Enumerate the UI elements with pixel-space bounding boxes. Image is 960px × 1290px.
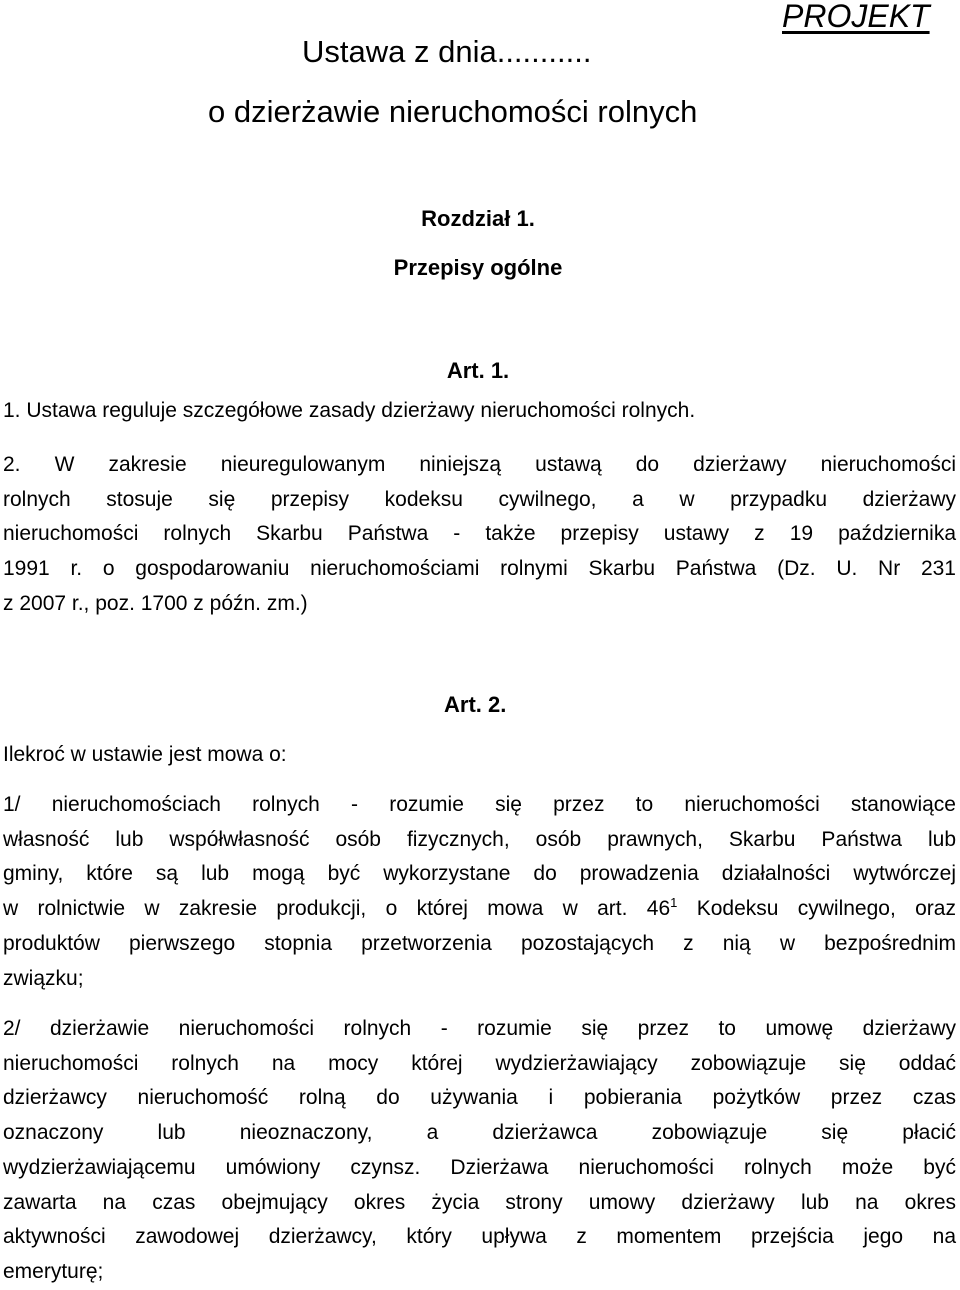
paragraph-line (3, 892, 956, 927)
article-1-heading: Art. 1. (446, 358, 510, 383)
paragraph-line: 2/ dzierżawie nieruchomości rolnych - rozumie się przez to umowę dzierżawy (3, 1017, 956, 1040)
paragraph-line-end: Kodeksu cywilnego, oraz (677, 897, 956, 921)
paragraph-line: 1/ nieruchomościach rolnych - rozumie się przez to nieruchomości stanowiące (3, 793, 956, 816)
paragraph-line: zawarta na czas obejmujący okres życia strony umowy dzierżawy lub na okres (3, 1190, 956, 1214)
chapter-number: Rozdział 1. (421, 206, 535, 231)
chapter-name: Przepisy ogólne (393, 255, 563, 280)
paragraph-line: własność lub współwłasność osób fizycznych, osób prawnych, Skarbu Państwa lub (3, 827, 956, 851)
paragraph-line: wydzierżawiającemu umówiony czynsz. Dzierżawa nieruchomości rolnych może być (3, 1155, 956, 1179)
paragraph-line: aktywności zawodowej dzierżawcy, który upływa z momentem przejścia jego na (3, 1225, 956, 1249)
projekt-label: PROJEKT (782, 0, 930, 34)
definition-1 (3, 788, 956, 996)
paragraph-line: dzierżawcy nieruchomość rolną do używania i pobierania pożytków przez czas (3, 1086, 956, 1110)
paragraph-line-start: w rolnictwie w zakresie produkcji, o której mowa w art. 46 (3, 897, 671, 921)
paragraph-line: oznaczony lub nieoznaczony, a dzierżawca zobowiązuje się płacić (3, 1121, 956, 1145)
paragraph-line: nieruchomości rolnych Skarbu Państwa - także przepisy ustawy z 19 października (3, 522, 956, 546)
paragraph-line: z 2007 r., poz. 1700 z późn. zm.) (3, 591, 308, 615)
article-1-paragraph-1: 1. Ustawa reguluje szczegółowe zasady dzierżawy nieruchomości rolnych. (3, 399, 696, 422)
paragraph-line: 2. W zakresie nieuregulowanym niniejszą ustawą do dzierżawy nieruchomości (3, 453, 956, 476)
article-2-heading: Art. 2. (444, 692, 507, 717)
paragraph-line: emeryturę; (3, 1259, 104, 1283)
document-title-line2: o dzierżawie nieruchomości rolnych (208, 94, 698, 129)
superscript: 1 (670, 895, 678, 911)
article-1-paragraph-2 (3, 448, 956, 622)
paragraph-line: nieruchomości rolnych na mocy której wydzierżawiający zobowiązuje się oddać (3, 1051, 956, 1075)
paragraph-line: rolnych stosuje się przepisy kodeksu cywilnego, a w przypadku dzierżawy (3, 487, 956, 511)
document-title-line1: Ustawa z dnia........... (302, 34, 592, 69)
paragraph-line: gminy, które są lub mogą być wykorzystane do prowadzenia działalności wytwórczej (3, 862, 956, 886)
paragraph-line: produktów pierwszego stopnia przetworzenia pozostających z nią w bezpośrednim (3, 931, 956, 955)
paragraph-line: związku; (3, 966, 84, 990)
paragraph-line: 1991 r. o gospodarowaniu nieruchomościami rolnymi Skarbu Państwa (Dz. U. Nr 231 (3, 557, 956, 581)
definition-2 (3, 1012, 956, 1290)
article-2-intro: Ilekroć w ustawie jest mowa o: (3, 743, 287, 766)
